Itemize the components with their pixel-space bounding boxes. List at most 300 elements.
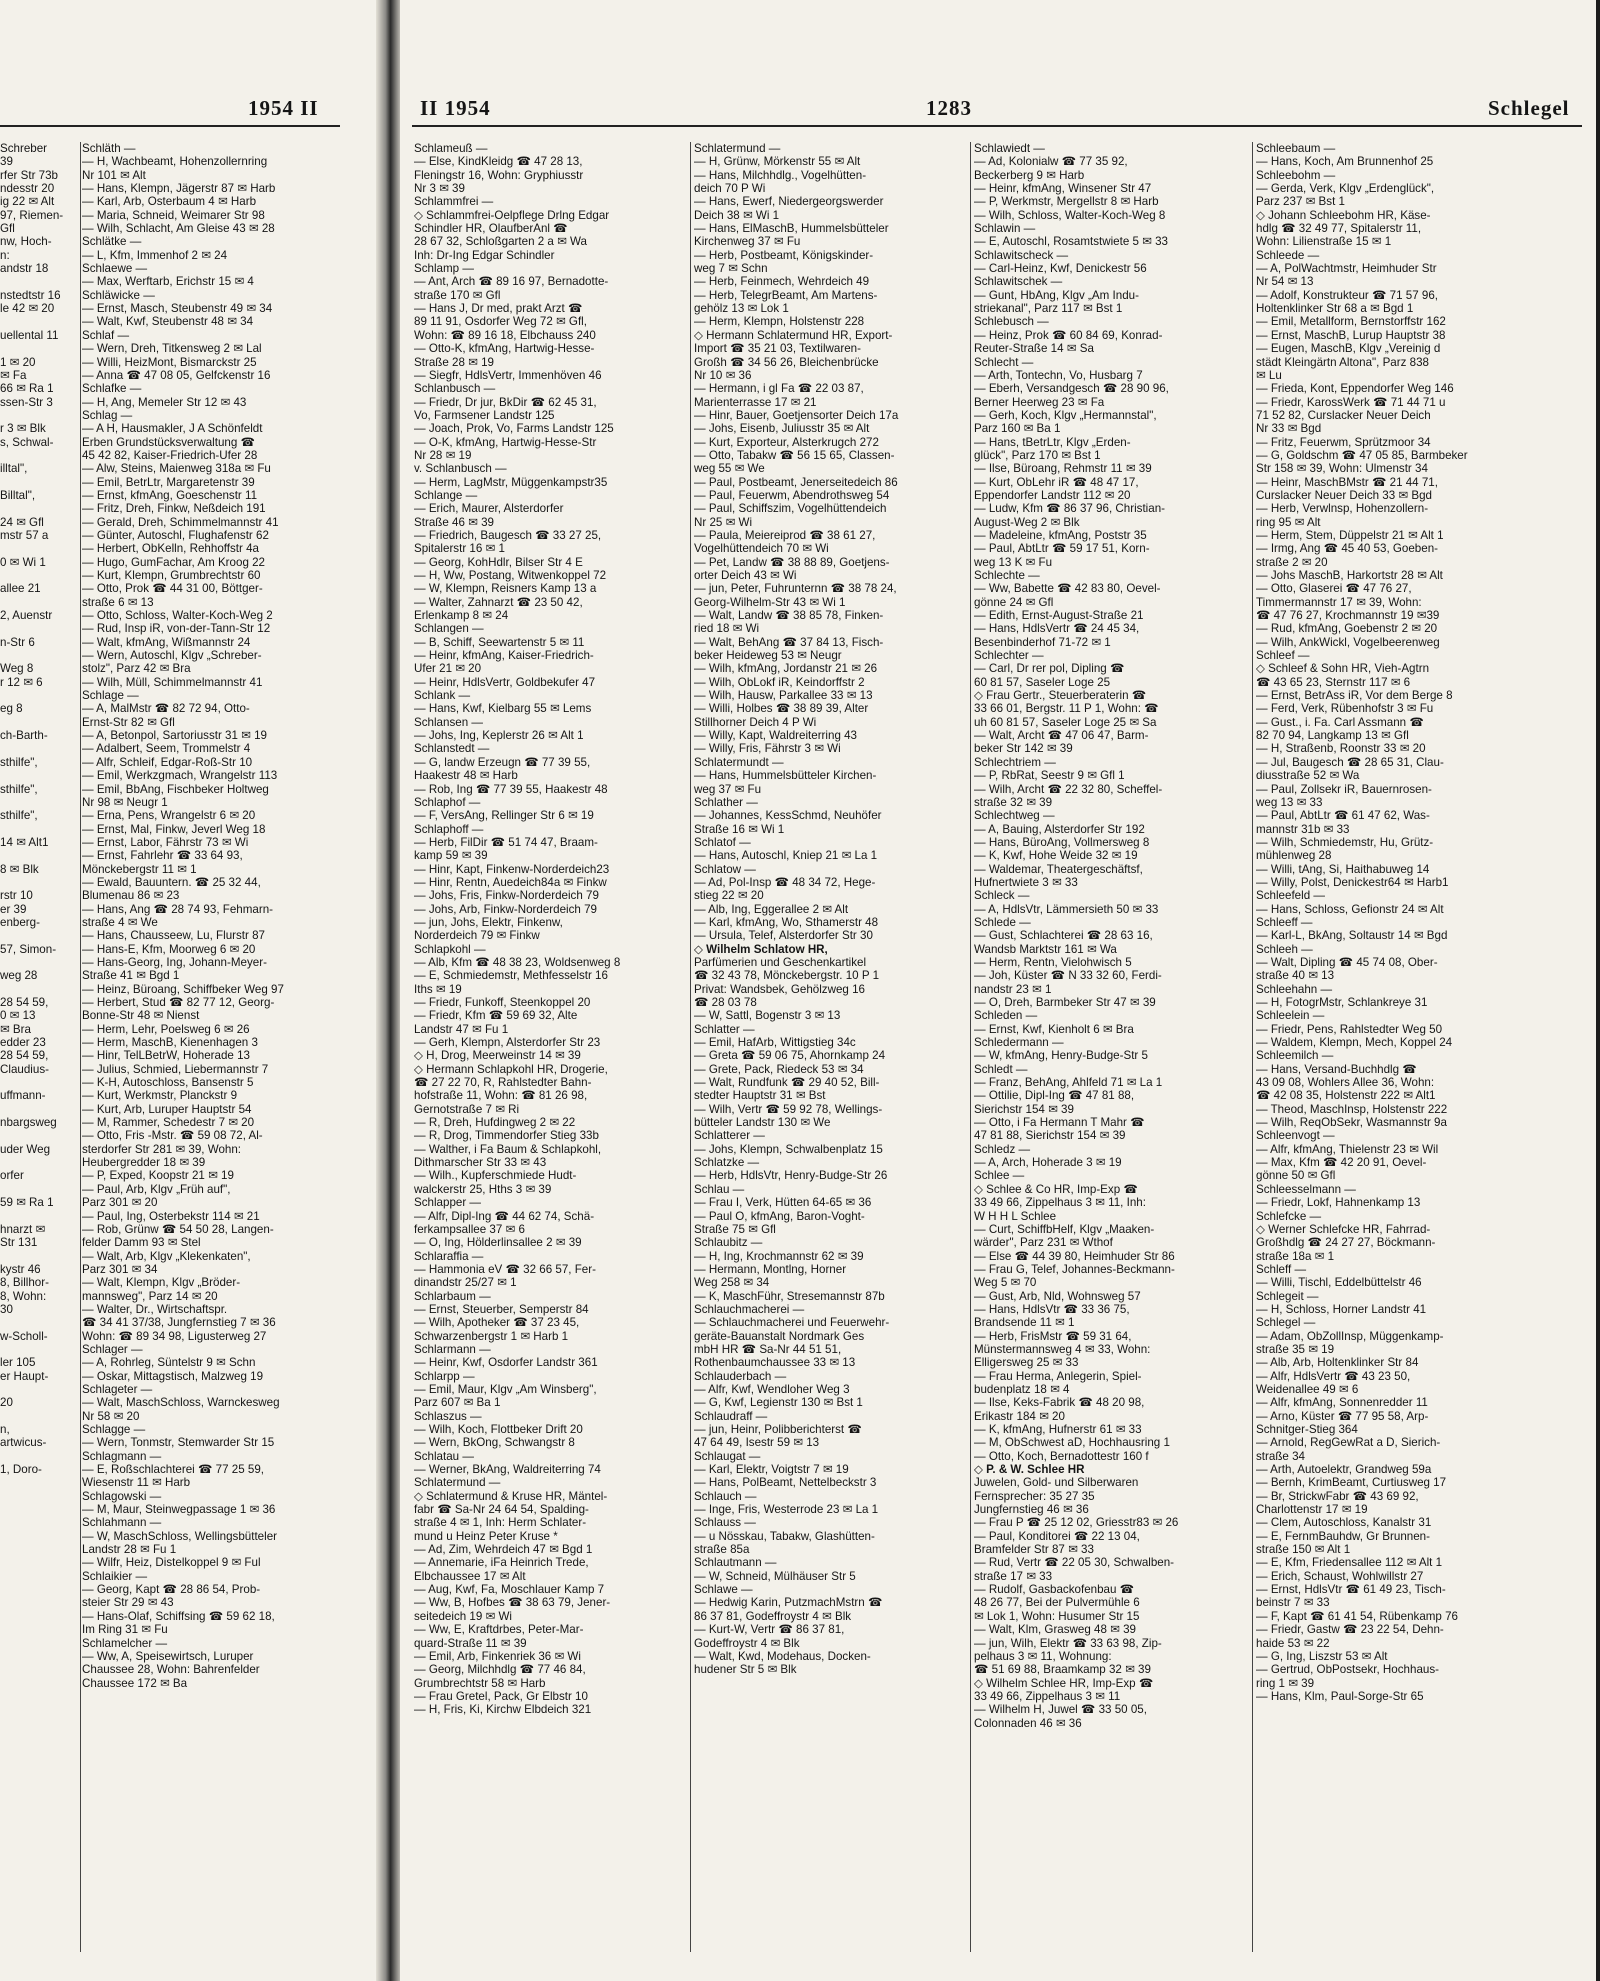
- listing-line: edder 23: [0, 1036, 46, 1050]
- listing-line: — Otto, Glaserei ☎ 47 76 27,: [1256, 582, 1412, 596]
- listing-line: — Alfr, Kwf, Wendloher Weg 3: [694, 1382, 850, 1396]
- column-cut-left: [0, 142, 78, 1476]
- listing-line: — E, FernmBauhdw, Gr Brunnen-: [1256, 1529, 1430, 1543]
- listing-line: Besenbinderhof 71-72 ✉ 1: [974, 635, 1111, 649]
- listing-line: [0, 1250, 78, 1263]
- listing-line: — Ilse, Büroang, Rehmstr 11 ✉ 39: [974, 462, 1152, 476]
- listing-line: Ufer 21 ✉ 20: [414, 662, 482, 676]
- listing-line: — Wilfr, Heiz, Distelkoppel 9 ✉ Ful: [82, 1556, 261, 1570]
- listing-line: — Siegfr, HdlsVertr, Immenhöven 46: [414, 368, 602, 382]
- listing-line: Nr 33 ✉ Bgd: [1256, 422, 1322, 436]
- listing-line: — Friedr, Lokf, Hahnenkamp 13: [1256, 1196, 1421, 1210]
- listing-line: stolz", Parz 42 ✉ Bra: [82, 662, 191, 676]
- listing-line: — A, Rohrleg, Süntelstr 9 ✉ Schn: [82, 1356, 256, 1370]
- listing-line: 2, Auenstr: [0, 609, 53, 623]
- listing-line: 0 ✉ Wi 1: [0, 555, 46, 569]
- listing-line: — Herb, HdlsVtr, Henry-Budge-Str 26: [694, 1169, 888, 1183]
- listing-line: ☎ 47 76 27, Krochmannstr 19 ✉39: [1256, 609, 1440, 623]
- listing-line: — Willi, Holbes ☎ 38 89 39, Alter: [694, 702, 869, 716]
- listing-line: — Ww, B, Hofbes ☎ 38 63 79, Jener-: [414, 1596, 611, 1610]
- listing-line: — Rud, kfmAng, Goebenstr 2 ✉ 20: [1256, 622, 1438, 636]
- listing-line: — Ad, Zim, Wehrdeich 47 ✉ Bgd 1: [414, 1543, 593, 1557]
- listing-line: — Paul, Zollsekr iR, Bauernrosen-: [1256, 782, 1432, 796]
- listing-line: — Otto, Tabakw ☎ 56 15 65, Classen-: [694, 448, 895, 462]
- listing-line: enberg-: [0, 915, 40, 929]
- listing-line: stedter Hauptstr 31 ✉ Bst: [694, 1089, 826, 1103]
- listing-line: Schlanbusch —: [414, 382, 496, 396]
- listing-line: Marienterrasse 17 ✉ 21: [694, 395, 817, 409]
- listing-line: — Gerh, Klempn, Alsterdorfer Str 23: [414, 1036, 601, 1050]
- listing-line: Parz 301 ✉ 34: [82, 1262, 158, 1276]
- listing-line: uffmann-: [0, 1089, 46, 1103]
- listing-line: beinstr 7 ✉ 33: [1256, 1596, 1330, 1610]
- listing-line: Wiesenstr 11 ✉ Harb: [82, 1476, 191, 1490]
- listing-line: — Rob, Grünw ☎ 54 50 28, Langen-: [82, 1222, 274, 1236]
- listing-line: — Frau P ☎ 25 12 02, Griesstr83 ✉ 26: [974, 1516, 1179, 1530]
- listing-line: — E, Schmiedemstr, Methfesselstr 16: [414, 969, 608, 983]
- listing-line: — Johs, Ing, Keplerstr 26 ✉ Alt 1: [414, 729, 584, 743]
- listing-line: — Eberh, Versandgesch ☎ 28 90 96,: [974, 382, 1169, 396]
- listing-line: [0, 1410, 78, 1423]
- listing-line: Schläwicke —: [82, 288, 155, 302]
- listing-line: — Herbert, Stud ☎ 82 77 12, Georg-: [82, 996, 275, 1009]
- listing-line: — Franz, BehAng, Ahlfeld 71 ✉ La 1: [974, 1076, 1163, 1090]
- listing-line: — Ilse, Keks-Fabrik ☎ 48 20 98,: [974, 1396, 1145, 1410]
- listing-line: — Heinr, kfmAng, Winsener Str 47: [974, 182, 1152, 196]
- listing-line: — Karl-L, BkAng, Soltaustr 14 ✉ Bgd: [1256, 929, 1448, 943]
- listing-line: — Otto, Schloss, Walter-Koch-Weg 2: [82, 609, 273, 623]
- listing-line: — Curt, SchiffbHelf, Klgv „Maaken-: [974, 1222, 1155, 1236]
- listing-line: — Wern, Dreh, Titkensweg 2 ✉ Lal: [82, 342, 262, 356]
- listing-line: — Adolf, Konstrukteur ☎ 71 57 96,: [1256, 288, 1439, 302]
- listing-line: — Hinr, Rentn, Auedeich84a ✉ Finkw: [414, 875, 607, 889]
- listing-line: Schleesselmann —: [1256, 1182, 1356, 1196]
- listing-line: — Emil, BetrLtr, Margaretenstr 39: [82, 475, 255, 489]
- listing-line: 57, Simon-: [0, 942, 57, 956]
- listing-line: — Heinz, Büroang, Schiffbeker Weg 97: [82, 982, 284, 996]
- listing-line: — Otto, Koch, Bernadottestr 160 f: [974, 1449, 1149, 1463]
- listing-line: [0, 1103, 78, 1116]
- listing-line: — Friedr, Kfm ☎ 59 69 32, Alte: [414, 1009, 578, 1023]
- listing-line: — Paul, Postbeamt, Jenerseitedeich 86: [694, 475, 898, 489]
- listing-line: — A, Bauing, Alsterdorfer Str 192: [974, 822, 1145, 836]
- listing-line: — Paul, Arb, Klgv „Früh auf",: [82, 1182, 231, 1196]
- listing-line: — Fritz, Dreh, Finkw, Neßdeich 191: [82, 502, 266, 516]
- listing-line: ◇ Schlee & Co HR, Imp-Exp ☎: [974, 1182, 1138, 1196]
- listing-line: — Heinr, Kwf, Osdorfer Landstr 361: [414, 1356, 598, 1370]
- listing-line: Schlawin —: [974, 222, 1036, 236]
- listing-line: Bramfelder Str 87 ✉ 33: [974, 1543, 1094, 1557]
- listing-line: artwicus-: [0, 1436, 47, 1450]
- listing-line: — G, landw Erzeugn ☎ 77 39 55,: [414, 755, 591, 769]
- left-running-head: 1954 II: [248, 96, 319, 120]
- listing-line: [0, 1383, 78, 1396]
- listing-line: — Karl, Elektr, Voigtstr 7 ✉ 19: [694, 1463, 849, 1477]
- listing-line: Timmermannstr 17 ✉ 39, Wohn:: [1256, 595, 1422, 609]
- listing-line: Im Ring 31 ✉ Fu: [82, 1623, 168, 1637]
- listing-line: Schlaraffia —: [414, 1249, 484, 1263]
- listing-line: — u Nösskau, Tabakw, Glashütten-: [694, 1529, 875, 1543]
- listing-line: weg 37 ✉ Fu: [694, 782, 762, 796]
- listing-line: — Ewald, Bauuntern. ☎ 25 32 44,: [82, 875, 261, 889]
- listing-line: Schlecht —: [974, 355, 1034, 369]
- listing-line: 97, Riemen-: [0, 208, 64, 222]
- listing-line: [0, 1316, 78, 1329]
- listing-line: weg 13 ✉ 33: [1256, 795, 1323, 809]
- guide-keyword: Schlegel: [1488, 96, 1570, 120]
- listing-line: Schlechtweg —: [974, 809, 1055, 823]
- listing-line: — Hans, Koch, Am Brunnenhof 25: [1256, 155, 1434, 169]
- listing-line: Grumbrechtstr 58 ✉ Harb: [414, 1676, 546, 1690]
- listing-line: — Friedrich, Baugesch ☎ 33 27 25,: [414, 528, 602, 542]
- listing-line: — Hans, Ang ☎ 28 74 93, Fehmarn-: [82, 902, 274, 916]
- column-2: [694, 142, 966, 1677]
- listing-line: [0, 342, 78, 355]
- listing-line: Schlarmann —: [414, 1342, 491, 1356]
- listing-line: 8, Billhor-: [0, 1276, 49, 1290]
- listing-line: ✉ Lok 1, Wohn: Husumer Str 15: [974, 1609, 1140, 1623]
- listing-line: — Wilhelm H, Juwel ☎ 33 50 05,: [974, 1703, 1147, 1717]
- listing-line: ◇ Schlatermund & Kruse HR, Mäntel-: [414, 1489, 608, 1503]
- listing-line: Schlatterer —: [694, 1129, 765, 1143]
- listing-line: — Wilh, ObLokf iR, Keindorffstr 2: [694, 675, 865, 689]
- listing-line: — Greta ☎ 59 06 75, Ahornkamp 24: [694, 1049, 886, 1063]
- listing-line: Claudius-: [0, 1062, 49, 1076]
- listing-line: — H, Wachbeamt, Hohenzollernring: [82, 155, 268, 169]
- listing-line: August-Weg 2 ✉ Blk: [974, 515, 1080, 529]
- listing-line: hnarzt ✉: [0, 1222, 46, 1236]
- listing-line: — Emil, Werkzgmach, Wrangelstr 113: [82, 769, 278, 783]
- listing-line: Schlahmann —: [82, 1516, 162, 1530]
- listing-line: [0, 1156, 78, 1169]
- listing-line: wärder", Parz 231 ✉ Wthof: [974, 1236, 1113, 1250]
- listing-line: ☎ 34 41 37/38, Jungfernstieg 7 ✉ 36: [82, 1316, 276, 1330]
- listing-line: — Johannes, KessSchmd, Neuhöfer: [694, 809, 882, 823]
- listing-line: — H, Ang, Memeler Str 12 ✉ 43: [82, 395, 247, 409]
- listing-line: — Rud, Vertr ☎ 22 05 30, Schwalben-: [974, 1556, 1175, 1570]
- listing-line: Schlatau —: [414, 1449, 474, 1463]
- listing-line: — Paul, Konditorei ☎ 22 13 04,: [974, 1529, 1140, 1543]
- listing-line: er Haupt-: [0, 1369, 49, 1383]
- listing-line: [0, 1450, 78, 1463]
- listing-line: — Madeleine, kfmAng, Poststr 35: [974, 528, 1147, 542]
- listing-line: — Waldem, Klempn, Mech, Koppel 24: [1256, 1036, 1453, 1050]
- listing-line: Fernsprecher: 35 27 35: [974, 1489, 1095, 1503]
- listing-line: Schleenvogt —: [1256, 1129, 1335, 1143]
- listing-line: Schlau —: [694, 1182, 745, 1196]
- listing-line: — W, Sattl, Bogenstr 3 ✉ 13: [694, 1009, 841, 1023]
- listing-line: — Heinr, MaschBMstr ☎ 21 44 71,: [1256, 475, 1438, 489]
- listing-line: — Ernst, MaschB, Lurup Hauptstr 38: [1256, 328, 1446, 342]
- listing-line: ch-Barth-: [0, 729, 48, 743]
- listing-line: — Karl, Arb, Osterbaum 4 ✉ Harb: [82, 195, 257, 209]
- listing-line: straße 85a: [694, 1543, 750, 1557]
- column-divider: [80, 142, 81, 1952]
- listing-line: — jun, Johs, Elektr, Finkenw,: [414, 915, 563, 929]
- listing-line: Nr 101 ✉ Alt: [82, 168, 146, 182]
- listing-line: — Ernst, Fahrlehr ☎ 33 64 93,: [82, 849, 243, 863]
- listing-line: Schleden —: [974, 1009, 1038, 1023]
- listing-line: — Otto, Fris -Mstr. ☎ 59 08 72, Al-: [82, 1129, 263, 1143]
- listing-line: — Walt, Dipling ☎ 45 74 08, Ober-: [1256, 955, 1438, 969]
- listing-line: — O-K, kfmAng, Hartwig-Hesse-Str: [414, 435, 597, 449]
- listing-line: — jun, Heinr, Polibberichterst ☎: [694, 1423, 862, 1436]
- listing-line: — Erna, Pens, Wrangelstr 6 ✉ 20: [82, 809, 256, 823]
- listing-line: Schleef —: [1256, 649, 1310, 663]
- right-header-rule: [412, 125, 1582, 127]
- listing-line: Stillhorner Deich 4 P Wi: [694, 715, 817, 729]
- listing-line: straße 18a ✉ 1: [1256, 1249, 1335, 1263]
- listing-line: Holtenklinker Str 68 a ✉ Bgd 1: [1256, 302, 1414, 316]
- listing-line: Schlagge —: [82, 1423, 146, 1436]
- listing-line: — Grete, Pack, Riedeck 53 ✉ 34: [694, 1062, 864, 1076]
- listing-line: — Johs MaschB, Harkortstr 28 ✉ Alt: [1256, 569, 1443, 582]
- left-header-rule: [0, 125, 340, 127]
- listing-line: — Gust, Arb, Nld, Wohnsweg 57: [974, 1289, 1141, 1303]
- listing-line: Wohn: ☎ 89 16 18, Elbchauss 240: [414, 328, 596, 342]
- listing-line: — Walt, kfmAng, Wißmannstr 24: [82, 635, 251, 649]
- page-number: 1283: [926, 96, 972, 120]
- listing-line: — A, MalMstr ☎ 82 72 94, Otto-: [82, 702, 250, 716]
- listing-line: Straße 41 ✉ Bgd 1: [82, 969, 180, 983]
- listing-line: v. Schlanbusch —: [414, 462, 507, 476]
- listing-line: Schlarbaum —: [414, 1289, 491, 1303]
- listing-line: — Hans-Georg, Ing, Johann-Meyer-: [82, 955, 267, 969]
- listing-line: seitedeich 19 ✉ Wi: [414, 1609, 512, 1623]
- listing-line: — Rudolf, Gasbackofenbau ☎: [974, 1583, 1135, 1597]
- listing-line: Inh: Dr-Ing Edgar Schindler: [414, 248, 555, 262]
- listing-line: — Ernst, Mal, Finkw, Jeverl Weg 18: [82, 822, 266, 836]
- listing-line: — Kurt, Werkmstr, Planckstr 9: [82, 1089, 238, 1103]
- listing-line: Schlatermund —: [694, 142, 781, 155]
- listing-line: — Inge, Fris, Westerrode 23 ✉ La 1: [694, 1503, 879, 1517]
- listing-line: 33 49 66, Zippelhaus 3 ✉ 11: [974, 1689, 1121, 1703]
- listing-line: — Ad, Kolonialw ☎ 77 35 92,: [974, 155, 1128, 169]
- listing-line: — Hans, Ewerf, Niedergeorgswerder: [694, 195, 884, 209]
- listing-line: 33 66 01, Bergstr. 11 P 1, Wohn: ☎: [974, 702, 1159, 716]
- listing-line: Weg 5 ✉ 70: [974, 1276, 1037, 1290]
- listing-line: — Johs, Eisenb, Juliusstr 35 ✉ Alt: [694, 422, 870, 436]
- listing-line: 33 49 66, Zippelhaus 3 ✉ 11, Inh:: [974, 1196, 1146, 1210]
- listing-line: — Emil, HafArb, Wittigstieg 34c: [694, 1036, 856, 1050]
- listing-line: — Hans J, Dr med, prakt Arzt ☎: [414, 302, 583, 316]
- listing-line: Norderdeich 79 ✉ Finkw: [414, 929, 540, 943]
- listing-line: Nr 25 ✉ Wi: [694, 515, 753, 529]
- listing-line: — Friedr, KarossWerk ☎ 71 44 71 u: [1256, 395, 1446, 409]
- listing-line: ◇ Hermann Schlapkohl HR, Drogerie,: [414, 1062, 608, 1076]
- listing-line: — Georg, Milchhdlg ☎ 77 46 84,: [414, 1663, 586, 1677]
- listing-line: geräte-Bauanstalt Nordmark Ges: [694, 1329, 865, 1343]
- listing-line: [0, 315, 78, 328]
- listing-line: — H, Straßenb, Roonstr 33 ✉ 20: [1256, 742, 1426, 756]
- listing-line: Privat: Wandsbek, Gehölzweg 16: [694, 982, 865, 996]
- listing-line: rstr 10: [0, 889, 33, 903]
- listing-line: ◇ Johann Schleebohm HR, Käse-: [1256, 208, 1431, 222]
- listing-line: — Joach, Prok, Vo, Farms Landstr 125: [414, 422, 614, 436]
- listing-line: — Wern, Autoschl, Klgv „Schreber-: [82, 649, 262, 663]
- listing-line: — Hinr, Bauer, Goetjensorter Deich 17a: [694, 408, 899, 422]
- listing-line: Eppendorfer Landstr 112 ✉ 20: [974, 488, 1131, 502]
- listing-line: Blumenau 86 ✉ 23: [82, 889, 180, 903]
- listing-line: Parz 237 ✉ Bst 1: [1256, 195, 1345, 209]
- column-divider: [690, 142, 691, 1952]
- listing-line: Dithmarscher Str 33 ✉ 43: [414, 1156, 547, 1170]
- listing-line: gehölz 13 ✉ Lok 1: [694, 302, 789, 316]
- listing-line: Fleningstr 16, Wohn: Gryphiusstr: [414, 168, 584, 182]
- listing-line: — Walt, Archt ☎ 47 06 47, Barm-: [974, 729, 1149, 743]
- listing-line: — Paul, Schiffszim, Vogelhüttendeich: [694, 502, 887, 516]
- listing-line: straße 35 ✉ 19: [1256, 1342, 1335, 1356]
- listing-line: — Wilh, AnkWickl, Vogelbeerenweg: [1256, 635, 1440, 649]
- listing-line: Straße 28 ✉ 19: [414, 355, 494, 369]
- listing-line: — Ernst, Labor, Fährstr 73 ✉ Wi: [82, 835, 249, 849]
- listing-line: ☎ 32 43 78, Mönckebergstr. 10 P 1: [694, 969, 880, 983]
- listing-line: — Herb, FrisMstr ☎ 59 31 64,: [974, 1329, 1132, 1343]
- listing-line: 47 64 49, Isestr 59 ✉ 13: [694, 1436, 820, 1450]
- listing-line: sthilfe",: [0, 782, 38, 796]
- listing-line: uellental 11: [0, 328, 59, 342]
- listing-line: [0, 596, 78, 609]
- listing-line: Schleff —: [1256, 1262, 1307, 1276]
- listing-line: — Paul, AbtLtr ☎ 59 17 51, Korn-: [974, 542, 1150, 556]
- listing-line: ◇ Frau Gertr., Steuerberaterin ☎: [974, 689, 1147, 703]
- listing-line: ring 95 ✉ Alt: [1256, 515, 1321, 529]
- listing-line: Mönckebergstr 11 ✉ 1: [82, 862, 197, 876]
- listing-line: hudener Str 5 ✉ Blk: [694, 1663, 797, 1677]
- listing-line: — Carl, Dr rer pol, Dipling ☎: [974, 662, 1125, 676]
- listing-line: — Arnold, RegGewRat a D, Sierich-: [1256, 1436, 1441, 1450]
- listing-line: pelhaus 3 ✉ 11, Wohnung:: [974, 1649, 1112, 1663]
- listing-line: Schlede —: [974, 915, 1031, 929]
- listing-line: deich 70 P Wi: [694, 182, 766, 196]
- listing-line: — Paul O, kfmAng, Baron-Voght-: [694, 1209, 865, 1223]
- listing-line: — Emil, BbAng, Fischbeker Holtweg: [82, 782, 269, 796]
- listing-line: — Hans-E, Kfm, Moorweg 6 ✉ 20: [82, 942, 256, 956]
- listing-line: Hufnertwiete 3 ✉ 33: [974, 875, 1078, 889]
- listing-line: Schlechtriem —: [974, 755, 1056, 769]
- listing-line: — Gunt, HbAng, Klgv „Am Indu-: [974, 288, 1139, 302]
- listing-line: — Wilh., Kupferschmiede Hudt-: [414, 1169, 577, 1183]
- listing-line: Chaussee 28, Wohn: Bahrenfelder: [82, 1663, 260, 1677]
- listing-line: — Wern, BkOng, Schwangstr 8: [414, 1436, 575, 1450]
- listing-line: — jun, Wilh, Elektr ☎ 33 63 98, Zip-: [974, 1636, 1162, 1650]
- listing-line: — Wilh, Hausw, Parkallee 33 ✉ 13: [694, 689, 873, 703]
- listing-line: Schlatter —: [694, 1022, 755, 1036]
- listing-line: — H, Grünw, Mörkenstr 55 ✉ Alt: [694, 155, 861, 169]
- listing-line: — Willy, Fris, Fährstr 3 ✉ Wi: [694, 742, 841, 756]
- listing-line: Gernotstraße 7 ✉ Ri: [414, 1102, 520, 1116]
- listing-line: Rothenbaumchaussee 33 ✉ 13: [694, 1356, 856, 1370]
- listing-line: Godeffroystr 4 ✉ Blk: [694, 1636, 800, 1650]
- listing-line: — Hinr, Kapt, Finkenw-Norderdeich23: [414, 862, 610, 876]
- listing-line: 82 70 94, Langkamp 13 ✉ Gfl: [1256, 729, 1409, 743]
- listing-line: Gfl: [0, 222, 15, 236]
- listing-line: — Friedr, Pens, Rahlstedter Weg 50: [1256, 1022, 1443, 1036]
- listing-line: 8, Wohn:: [0, 1289, 47, 1303]
- listing-line: [0, 929, 78, 942]
- listing-line: Schlaewe —: [82, 262, 148, 276]
- listing-line: ◇ Wilhelm Schlatow HR,: [694, 942, 828, 956]
- listing-line: ndesstr 20: [0, 182, 55, 196]
- listing-line: — Erich, Maurer, Alsterdorfer: [414, 502, 564, 516]
- column-3: [974, 142, 1246, 1730]
- listing-line: — Rob, Ing ☎ 77 39 55, Haakestr 48: [414, 782, 608, 796]
- listing-line: — P, Exped, Koopstr 21 ✉ 19: [82, 1169, 234, 1183]
- listing-line: Schlechte —: [974, 569, 1040, 582]
- listing-line: Schlaphof —: [414, 795, 481, 809]
- listing-line: ☎ 51 69 88, Braamkamp 32 ✉ 39: [974, 1663, 1151, 1677]
- listing-line: — Otto, Prok ☎ 44 31 00, Böttger-: [82, 582, 263, 596]
- listing-line: mund u Heinz Peter Kruse *: [414, 1529, 558, 1543]
- listing-line: ferkampsallee 37 ✉ 6: [414, 1222, 525, 1236]
- listing-line: — Gerh, Koch, Klgv „Hermannstal",: [974, 408, 1157, 422]
- listing-line: kystr 46: [0, 1262, 41, 1276]
- listing-line: — Herm, Stem, Düppelstr 21 ✉ Alt 1: [1256, 528, 1444, 542]
- listing-line: Str 131: [0, 1236, 38, 1250]
- listing-line: ◇ Schleef & Sohn HR, Vieh-Agtrn: [1256, 662, 1430, 676]
- listing-line: — Friedr, Gastw ☎ 23 22 54, Dehn-: [1256, 1623, 1444, 1637]
- listing-line: [0, 716, 78, 729]
- listing-line: ☎ 42 08 35, Holstenstr 222 ✉ Alt1: [1256, 1089, 1436, 1103]
- listing-line: 86 37 81, Godeffroystr 4 ✉ Blk: [694, 1609, 852, 1623]
- listing-line: — F, VersAng, Rellinger Str 6 ✉ 19: [414, 809, 594, 823]
- listing-line: dinandstr 25/27 ✉ 1: [414, 1276, 517, 1290]
- listing-line: ◇ Wilhelm Schlee HR, Imp-Exp ☎: [974, 1676, 1154, 1690]
- listing-line: nstedtstr 16: [0, 288, 61, 302]
- listing-line: Schleeh —: [1256, 942, 1313, 956]
- listing-line: — Edith, Ernst-August-Straße 21: [974, 609, 1144, 623]
- listing-line: ssen-Str 3: [0, 395, 53, 409]
- listing-line: [0, 476, 78, 489]
- listing-line: r 12 ✉ 6: [0, 675, 43, 689]
- listing-line: — Willy, Kapt, Waldreiterring 43: [694, 729, 858, 743]
- listing-line: Schleebohm —: [1256, 168, 1336, 182]
- listing-line: felder Damm 93 ✉ Stel: [82, 1236, 201, 1250]
- listing-line: Schreber: [0, 142, 48, 155]
- listing-line: — Frieda, Kont, Eppendorfer Weg 146: [1256, 382, 1454, 396]
- listing-line: Schleede —: [1256, 248, 1320, 262]
- listing-line: Brandsende 11 ✉ 1: [974, 1316, 1075, 1330]
- listing-line: ◇ Hermann Schlatermund HR, Export-: [694, 328, 893, 342]
- listing-line: gönne 50 ✉ Gfl: [1256, 1169, 1336, 1183]
- listing-line: — Adam, ObZollInsp, Müggenkamp-: [1256, 1329, 1444, 1343]
- listing-line: sthilfe",: [0, 809, 38, 823]
- listing-line: — Alfr, kfmAng, Thielenstr 23 ✉ Wil: [1256, 1142, 1439, 1156]
- listing-line: — Walt, Kwd, Modehaus, Docken-: [694, 1649, 871, 1663]
- listing-line: Elbchaussee 17 ✉ Alt: [414, 1569, 526, 1583]
- listing-line: — Herb, Feinmech, Wehrdeich 49: [694, 275, 870, 289]
- listing-line: steier Str 29 ✉ 43: [82, 1596, 174, 1610]
- listing-line: — Oskar, Mittagstisch, Malzweg 19: [82, 1369, 264, 1383]
- listing-line: Schlauch —: [694, 1489, 757, 1503]
- listing-line: mbH HR ☎ Sa-Nr 44 51 51,: [694, 1342, 842, 1356]
- listing-line: — W, Klempn, Reisners Kamp 13 a: [414, 582, 597, 596]
- listing-line: Schlage —: [82, 689, 139, 703]
- listing-line: — Bernh, KrimBeamt, Curtiusweg 17: [1256, 1476, 1447, 1490]
- listing-line: uh 60 81 57, Saseler Loge 25 ✉ Sa: [974, 715, 1157, 729]
- listing-line: — Walt, Arb, Klgv „Klekenkaten",: [82, 1249, 251, 1263]
- listing-line: Parz 160 ✉ Ba 1: [974, 422, 1061, 436]
- listing-line: Nr 54 ✉ 13: [1256, 275, 1314, 289]
- listing-line: — Werner, BkAng, Waldreiterring 74: [414, 1463, 601, 1477]
- listing-line: gönne 24 ✉ Gfl: [974, 595, 1054, 609]
- listing-line: — K, kfmAng, Hufnerstr 61 ✉ 33: [974, 1423, 1142, 1436]
- listing-line: — Heinr, kfmAng, Kaiser-Friedrich-: [414, 649, 594, 663]
- listing-line: — Herb, Verwlnsp, Hohenzollern-: [1256, 502, 1429, 516]
- listing-line: — Hermann, Montlng, Horner: [694, 1262, 847, 1276]
- listing-line: — B, Schiff, Seewartenstr 5 ✉ 11: [414, 635, 585, 649]
- listing-line: Schlatow —: [694, 862, 756, 876]
